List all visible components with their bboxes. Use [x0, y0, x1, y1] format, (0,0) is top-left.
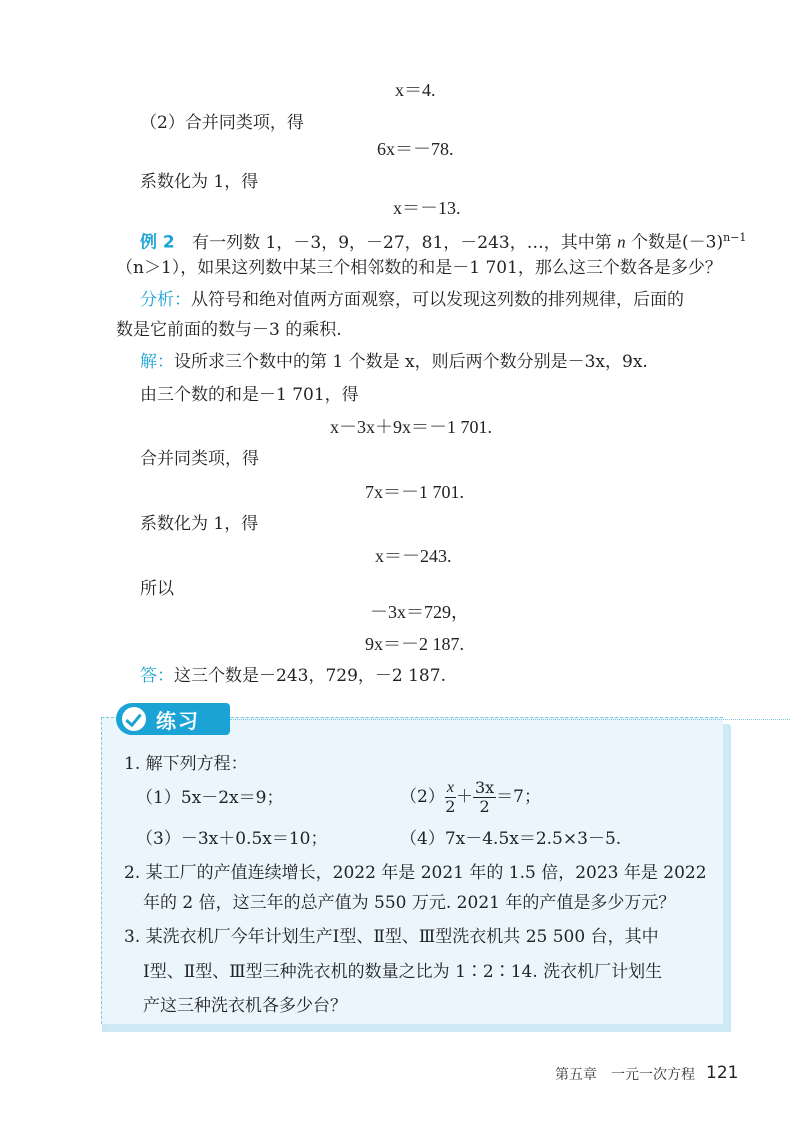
- equation-x-243: x＝－243.: [375, 546, 452, 566]
- frac1-denominator: 2: [445, 797, 456, 816]
- analysis-text: 从符号和绝对值两方面观察，可以发现这列数的排列规律，后面的: [191, 290, 684, 310]
- exercise-q1-3: （3）－3x＋0.5x＝10；: [136, 829, 328, 849]
- equation-6x: 6x＝－78.: [377, 139, 454, 159]
- solution-line2: 由三个数的和是－1 701，得: [140, 385, 359, 405]
- exercise-q1-4: （4）7x－4.5x＝2.5×3－5.: [400, 829, 622, 849]
- combine-step: 合并同类项，得: [140, 449, 259, 469]
- exercise-q3-line2: Ⅰ型、Ⅱ型、Ⅲ型三种洗衣机的数量之比为 1∶2∶14. 洗衣机厂计划生: [143, 962, 663, 982]
- step-coefficient: 系数化为 1，得: [140, 172, 259, 192]
- check-icon: [122, 707, 146, 731]
- solution-text: 设所求三个数中的第 1 个数是 x，则后两个数分别是－3x，9x.: [174, 352, 648, 372]
- exercise-banner: [116, 703, 230, 735]
- equation-x-minus-13: x＝－13.: [393, 198, 461, 218]
- exercise-q2-line2: 年的 2 倍，这三年的总产值为 550 万元. 2021 年的产值是多少万元？: [143, 893, 676, 913]
- equation-combined: 7x＝－1 701.: [365, 482, 464, 502]
- so-label: 所以: [140, 579, 174, 599]
- example-text: 有一列数 1，－3，9，－27，81，－243，…，其中第: [192, 232, 612, 253]
- exercise-q3-line1: 3. 某洗衣机厂今年计划生产Ⅰ型、Ⅱ型、Ⅲ型洗衣机共 25 500 台，其中: [124, 927, 659, 947]
- answer-label: 答：: [140, 666, 174, 686]
- exercise-q1-2: [400, 772, 541, 822]
- q1-2-plus: ＋: [455, 787, 473, 807]
- example-label: 例 2: [140, 232, 175, 253]
- frac1-numerator: x: [446, 779, 454, 796]
- page-number: 121: [706, 1063, 739, 1083]
- example-exponent: n−1: [723, 231, 747, 244]
- exercise-q2-line1: 2. 某工厂的产值连续增长，2022 年是 2021 年的 1.5 倍，2023 年是 2022: [124, 863, 707, 883]
- exercise-q1: 1. 解下列方程：: [124, 754, 248, 774]
- frac2-numerator: 3x: [474, 777, 495, 797]
- exercise-q1-1: （1）5x－2x＝9；: [136, 788, 284, 808]
- analysis-line1: [140, 288, 684, 312]
- equation-sum: x－3x＋9x＝－1 701.: [330, 417, 492, 437]
- example-n: n: [617, 232, 626, 252]
- analysis-label: 分析：: [140, 290, 191, 310]
- exercise-title: 练习: [156, 708, 200, 733]
- analysis-line2: 数是它前面的数与－3 的乘积.: [116, 320, 342, 340]
- frac2-denominator: 2: [479, 796, 490, 816]
- step-combine-like-terms: （2）合并同类项，得: [140, 113, 304, 133]
- equation-x-4: x＝4.: [395, 80, 436, 100]
- equation-9x: 9x＝－2 187.: [365, 634, 464, 654]
- solution-line1: [140, 350, 648, 374]
- chapter-footer: 第五章 一元一次方程: [555, 1067, 695, 1083]
- equation-minus-3x: －3x＝729，: [370, 602, 469, 622]
- example-text-mid: 个数是(－3): [631, 232, 724, 253]
- example-2-line2: （n＞1），如果这列数中某三个相邻数的和是－1 701，那么这三个数各是多少？: [116, 258, 722, 278]
- exercise-q3-line3: 产这三种洗衣机各多少台？: [143, 996, 347, 1016]
- coefficient-step: 系数化为 1，得: [140, 514, 259, 534]
- fraction-x-over-2: [445, 778, 456, 816]
- answer-line: [140, 664, 446, 688]
- q1-2-rest: ＝7；: [496, 787, 541, 807]
- example-2-line1: [140, 226, 746, 255]
- q1-2-label: （2）: [400, 787, 445, 807]
- solution-label: 解：: [140, 352, 174, 372]
- answer-text: 这三个数是－243，729，－2 187.: [174, 666, 446, 686]
- exercise-header-rule: [230, 719, 790, 720]
- fraction-3x-over-2: [473, 779, 496, 816]
